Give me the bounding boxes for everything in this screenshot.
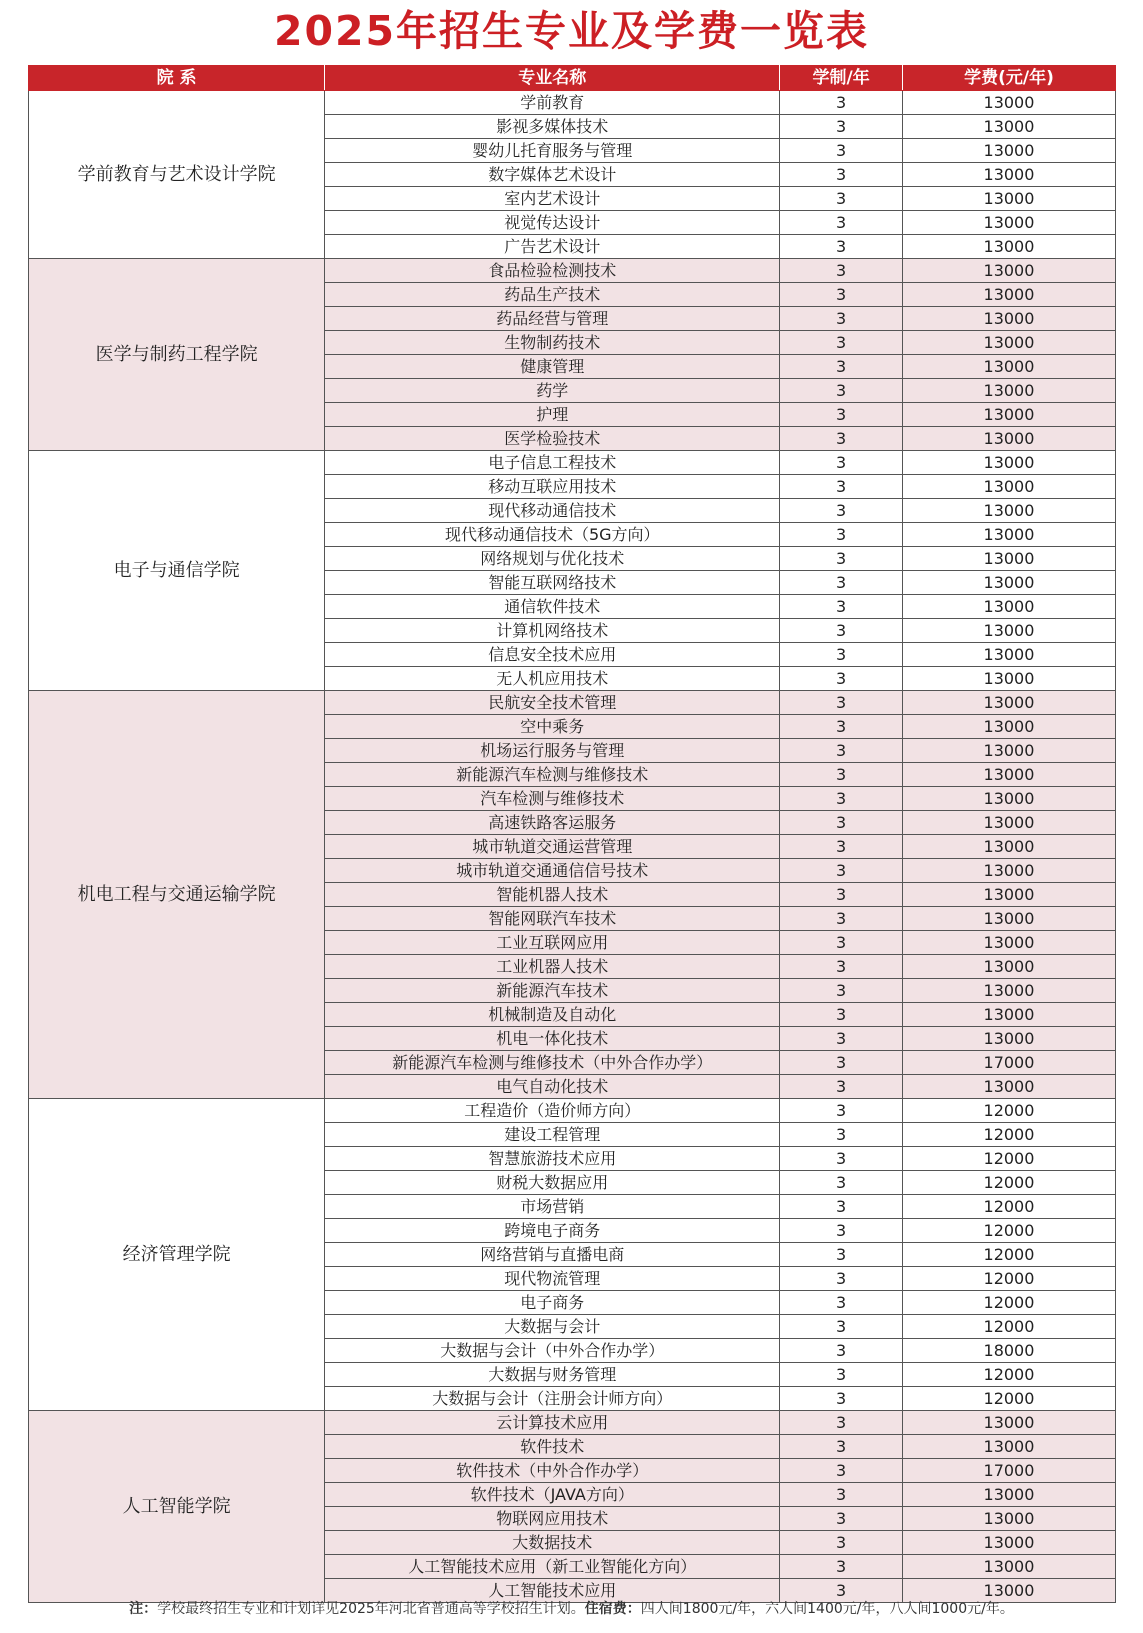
major-cell: 无人机应用技术 (325, 667, 780, 691)
major-cell: 汽车检测与维修技术 (325, 787, 780, 811)
duration-cell: 3 (780, 331, 903, 355)
major-cell: 健康管理 (325, 355, 780, 379)
tuition-cell: 13000 (902, 91, 1115, 115)
major-cell: 新能源汽车技术 (325, 979, 780, 1003)
duration-cell: 3 (780, 139, 903, 163)
table-row (29, 259, 1116, 283)
tuition-cell: 12000 (902, 1315, 1115, 1339)
duration-cell: 3 (780, 1051, 903, 1075)
header-major: 专业名称 (325, 66, 780, 91)
duration-cell: 3 (780, 1387, 903, 1411)
department-cell: 机电工程与交通运输学院 (29, 691, 325, 1099)
major-cell: 数字媒体艺术设计 (325, 163, 780, 187)
major-cell: 医学检验技术 (325, 427, 780, 451)
duration-cell: 3 (780, 1579, 903, 1603)
major-cell: 现代移动通信技术 (325, 499, 780, 523)
tuition-cell: 13000 (902, 259, 1115, 283)
tuition-cell: 13000 (902, 1483, 1115, 1507)
tuition-cell: 13000 (902, 547, 1115, 571)
table-row (29, 1411, 1116, 1435)
accommodation-text: 四人间1800元/年，六人间1400元/年，八人间1000元/年。 (640, 1601, 1014, 1617)
major-cell: 财税大数据应用 (325, 1171, 780, 1195)
major-cell: 新能源汽车检测与维修技术（中外合作办学） (325, 1051, 780, 1075)
major-cell: 现代移动通信技术（5G方向） (325, 523, 780, 547)
duration-cell: 3 (780, 907, 903, 931)
major-cell: 建设工程管理 (325, 1123, 780, 1147)
major-cell: 药品经营与管理 (325, 307, 780, 331)
duration-cell: 3 (780, 1099, 903, 1123)
duration-cell: 3 (780, 931, 903, 955)
major-cell: 大数据与财务管理 (325, 1363, 780, 1387)
major-cell: 工程造价（造价师方向） (325, 1099, 780, 1123)
tuition-cell: 13000 (902, 859, 1115, 883)
major-cell: 信息安全技术应用 (325, 643, 780, 667)
duration-cell: 3 (780, 115, 903, 139)
major-cell: 物联网应用技术 (325, 1507, 780, 1531)
duration-cell: 3 (780, 1123, 903, 1147)
major-cell: 机电一体化技术 (325, 1027, 780, 1051)
tuition-cell: 13000 (902, 307, 1115, 331)
tuition-cell: 17000 (902, 1459, 1115, 1483)
duration-cell: 3 (780, 1363, 903, 1387)
note-text: 学校最终招生专业和计划详见2025年河北省普通高等学校招生计划。 (157, 1601, 585, 1617)
duration-cell: 3 (780, 955, 903, 979)
duration-cell: 3 (780, 859, 903, 883)
tuition-cell: 13000 (902, 1579, 1115, 1603)
tuition-cell: 13000 (902, 835, 1115, 859)
duration-cell: 3 (780, 811, 903, 835)
tuition-cell: 12000 (902, 1147, 1115, 1171)
table-header-row (29, 66, 1116, 91)
duration-cell: 3 (780, 91, 903, 115)
tuition-cell: 12000 (902, 1363, 1115, 1387)
major-cell: 电子信息工程技术 (325, 451, 780, 475)
table-row (29, 1099, 1116, 1123)
major-cell: 市场营销 (325, 1195, 780, 1219)
duration-cell: 3 (780, 715, 903, 739)
tuition-cell: 18000 (902, 1339, 1115, 1363)
duration-cell: 3 (780, 1483, 903, 1507)
tuition-cell: 13000 (902, 739, 1115, 763)
tuition-cell: 12000 (902, 1291, 1115, 1315)
duration-cell: 3 (780, 211, 903, 235)
tuition-cell: 13000 (902, 331, 1115, 355)
tuition-cell: 13000 (902, 811, 1115, 835)
major-cell: 广告艺术设计 (325, 235, 780, 259)
duration-cell: 3 (780, 1003, 903, 1027)
duration-cell: 3 (780, 1195, 903, 1219)
tuition-cell: 13000 (902, 883, 1115, 907)
duration-cell: 3 (780, 283, 903, 307)
duration-cell: 3 (780, 451, 903, 475)
header-department: 院 系 (29, 66, 325, 91)
major-cell: 影视多媒体技术 (325, 115, 780, 139)
major-cell: 婴幼儿托育服务与管理 (325, 139, 780, 163)
tuition-cell: 13000 (902, 1555, 1115, 1579)
major-cell: 跨境电子商务 (325, 1219, 780, 1243)
duration-cell: 3 (780, 787, 903, 811)
major-cell: 工业互联网应用 (325, 931, 780, 955)
duration-cell: 3 (780, 979, 903, 1003)
duration-cell: 3 (780, 1291, 903, 1315)
department-cell: 经济管理学院 (29, 1099, 325, 1411)
major-cell: 软件技术（JAVA方向） (325, 1483, 780, 1507)
major-cell: 生物制药技术 (325, 331, 780, 355)
tuition-cell: 13000 (902, 1531, 1115, 1555)
tuition-cell: 12000 (902, 1219, 1115, 1243)
department-cell: 学前教育与艺术设计学院 (29, 91, 325, 259)
duration-cell: 3 (780, 1531, 903, 1555)
major-cell: 视觉传达设计 (325, 211, 780, 235)
major-cell: 人工智能技术应用 (325, 1579, 780, 1603)
tuition-cell: 13000 (902, 907, 1115, 931)
tuition-cell: 13000 (902, 1027, 1115, 1051)
tuition-cell: 13000 (902, 931, 1115, 955)
tuition-cell: 13000 (902, 619, 1115, 643)
major-cell: 学前教育 (325, 91, 780, 115)
tuition-cell: 13000 (902, 643, 1115, 667)
tuition-cell: 13000 (902, 715, 1115, 739)
page-title: 2025年招生专业及学费一览表 (273, 7, 870, 55)
table-row (29, 691, 1116, 715)
department-cell: 电子与通信学院 (29, 451, 325, 691)
duration-cell: 3 (780, 259, 903, 283)
major-cell: 食品检验检测技术 (325, 259, 780, 283)
tuition-cell: 13000 (902, 787, 1115, 811)
tuition-cell: 13000 (902, 499, 1115, 523)
major-cell: 智能机器人技术 (325, 883, 780, 907)
major-cell: 智能网联汽车技术 (325, 907, 780, 931)
major-cell: 智慧旅游技术应用 (325, 1147, 780, 1171)
major-cell: 大数据与会计 (325, 1315, 780, 1339)
duration-cell: 3 (780, 379, 903, 403)
duration-cell: 3 (780, 355, 903, 379)
tuition-cell: 13000 (902, 235, 1115, 259)
major-cell: 电气自动化技术 (325, 1075, 780, 1099)
duration-cell: 3 (780, 619, 903, 643)
duration-cell: 3 (780, 187, 903, 211)
major-cell: 人工智能技术应用（新工业智能化方向） (325, 1555, 780, 1579)
major-cell: 智能互联网络技术 (325, 571, 780, 595)
duration-cell: 3 (780, 163, 903, 187)
major-cell: 城市轨道交通运营管理 (325, 835, 780, 859)
major-cell: 药学 (325, 379, 780, 403)
tuition-cell: 13000 (902, 691, 1115, 715)
duration-cell: 3 (780, 235, 903, 259)
major-cell: 高速铁路客运服务 (325, 811, 780, 835)
tuition-cell: 13000 (902, 523, 1115, 547)
tuition-cell: 13000 (902, 571, 1115, 595)
major-cell: 网络营销与直播电商 (325, 1243, 780, 1267)
tuition-cell: 13000 (902, 1075, 1115, 1099)
duration-cell: 3 (780, 1243, 903, 1267)
major-cell: 工业机器人技术 (325, 955, 780, 979)
duration-cell: 3 (780, 595, 903, 619)
tuition-cell: 13000 (902, 403, 1115, 427)
duration-cell: 3 (780, 1219, 903, 1243)
tuition-cell: 12000 (902, 1171, 1115, 1195)
footnote (0, 1598, 1143, 1618)
tuition-cell: 13000 (902, 283, 1115, 307)
major-cell: 机场运行服务与管理 (325, 739, 780, 763)
major-cell: 药品生产技术 (325, 283, 780, 307)
major-cell: 城市轨道交通通信信号技术 (325, 859, 780, 883)
duration-cell: 3 (780, 307, 903, 331)
duration-cell: 3 (780, 475, 903, 499)
duration-cell: 3 (780, 763, 903, 787)
tuition-cell: 13000 (902, 187, 1115, 211)
tuition-cell: 13000 (902, 427, 1115, 451)
department-cell: 医学与制药工程学院 (29, 259, 325, 451)
major-cell: 新能源汽车检测与维修技术 (325, 763, 780, 787)
tuition-cell: 13000 (902, 355, 1115, 379)
tuition-cell: 13000 (902, 595, 1115, 619)
note-label: 注： (129, 1601, 158, 1617)
duration-cell: 3 (780, 1411, 903, 1435)
department-cell: 人工智能学院 (29, 1411, 325, 1603)
tuition-cell: 13000 (902, 763, 1115, 787)
duration-cell: 3 (780, 1075, 903, 1099)
header-tuition: 学费(元/年) (902, 66, 1115, 91)
duration-cell: 3 (780, 1267, 903, 1291)
tuition-cell: 13000 (902, 1435, 1115, 1459)
major-cell: 室内艺术设计 (325, 187, 780, 211)
tuition-cell: 13000 (902, 979, 1115, 1003)
duration-cell: 3 (780, 403, 903, 427)
major-cell: 大数据与会计（中外合作办学） (325, 1339, 780, 1363)
duration-cell: 3 (780, 571, 903, 595)
tuition-cell: 13000 (902, 211, 1115, 235)
duration-cell: 3 (780, 883, 903, 907)
duration-cell: 3 (780, 739, 903, 763)
table-row (29, 91, 1116, 115)
accommodation-label: 住宿费： (584, 1601, 641, 1617)
major-cell: 护理 (325, 403, 780, 427)
duration-cell: 3 (780, 1435, 903, 1459)
tuition-cell: 13000 (902, 115, 1115, 139)
major-cell: 现代物流管理 (325, 1267, 780, 1291)
major-cell: 云计算技术应用 (325, 1411, 780, 1435)
duration-cell: 3 (780, 691, 903, 715)
tuition-cell: 17000 (902, 1051, 1115, 1075)
duration-cell: 3 (780, 547, 903, 571)
tuition-cell: 12000 (902, 1267, 1115, 1291)
duration-cell: 3 (780, 1339, 903, 1363)
duration-cell: 3 (780, 1147, 903, 1171)
tuition-cell: 13000 (902, 451, 1115, 475)
table-row (29, 451, 1116, 475)
major-cell: 电子商务 (325, 1291, 780, 1315)
tuition-cell: 12000 (902, 1243, 1115, 1267)
duration-cell: 3 (780, 1555, 903, 1579)
major-cell: 网络规划与优化技术 (325, 547, 780, 571)
tuition-cell: 12000 (902, 1123, 1115, 1147)
major-cell: 移动互联应用技术 (325, 475, 780, 499)
major-cell: 机械制造及自动化 (325, 1003, 780, 1027)
duration-cell: 3 (780, 1507, 903, 1531)
header-duration: 学制/年 (780, 66, 903, 91)
tuition-cell: 12000 (902, 1195, 1115, 1219)
tuition-cell: 13000 (902, 163, 1115, 187)
major-cell: 软件技术 (325, 1435, 780, 1459)
duration-cell: 3 (780, 499, 903, 523)
tuition-cell: 13000 (902, 667, 1115, 691)
tuition-cell: 13000 (902, 955, 1115, 979)
major-cell: 大数据技术 (325, 1531, 780, 1555)
tuition-cell: 12000 (902, 1099, 1115, 1123)
table-body (29, 91, 1116, 1603)
major-cell: 民航安全技术管理 (325, 691, 780, 715)
tuition-cell: 13000 (902, 1411, 1115, 1435)
duration-cell: 3 (780, 1315, 903, 1339)
duration-cell: 3 (780, 667, 903, 691)
tuition-cell: 13000 (902, 475, 1115, 499)
major-cell: 空中乘务 (325, 715, 780, 739)
duration-cell: 3 (780, 643, 903, 667)
duration-cell: 3 (780, 1459, 903, 1483)
major-cell: 软件技术（中外合作办学） (325, 1459, 780, 1483)
tuition-cell: 13000 (902, 1003, 1115, 1027)
duration-cell: 3 (780, 1027, 903, 1051)
duration-cell: 3 (780, 523, 903, 547)
major-cell: 通信软件技术 (325, 595, 780, 619)
duration-cell: 3 (780, 835, 903, 859)
tuition-cell: 13000 (902, 139, 1115, 163)
fee-table (28, 65, 1116, 1603)
duration-cell: 3 (780, 427, 903, 451)
major-cell: 大数据与会计（注册会计师方向） (325, 1387, 780, 1411)
tuition-cell: 13000 (902, 1507, 1115, 1531)
major-cell: 计算机网络技术 (325, 619, 780, 643)
tuition-cell: 12000 (902, 1387, 1115, 1411)
duration-cell: 3 (780, 1171, 903, 1195)
tuition-cell: 13000 (902, 379, 1115, 403)
